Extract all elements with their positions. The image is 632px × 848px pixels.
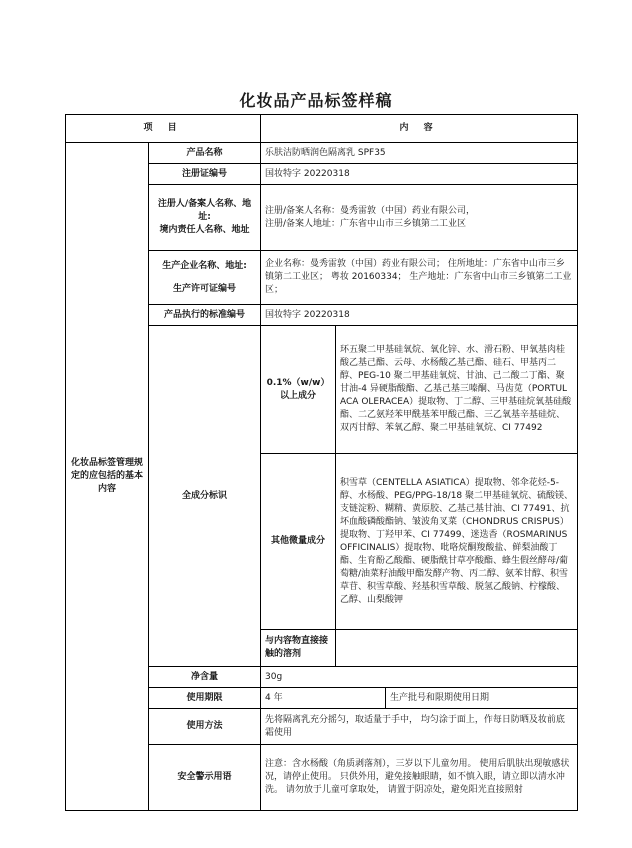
shelf-label: 使用期限: [149, 688, 261, 709]
contact-value: [336, 630, 578, 667]
standard-label: 产品执行的标准编号: [149, 305, 261, 326]
product-name-value: 乐肤洁防晒润色隔离乳 SPF35: [261, 143, 578, 164]
header-row: [66, 115, 578, 143]
header-item: 项 目: [66, 115, 261, 143]
header-content: 内 容: [261, 115, 578, 143]
group-label: 化妆品标签管理规定的应包括的基本内容: [66, 143, 149, 811]
contact-label: 与内容物直接接触的溶剂: [261, 630, 336, 667]
reg-no-label: 注册证编号: [149, 164, 261, 185]
producer-label-1: 生产企业名称、地址:: [162, 260, 247, 271]
usage-label: 使用方法: [149, 709, 261, 745]
warning-label: 安全警示用语: [149, 745, 261, 811]
producer-label: [149, 251, 261, 305]
label-table: [65, 114, 578, 811]
above-threshold-label: 0.1%（w/w）以上成分: [261, 326, 336, 454]
trace-label: 其他微量成分: [261, 454, 336, 630]
product-name-label: 产品名称: [149, 143, 261, 164]
usage-value: 先将隔离乳充分摇匀，取适量于手中， 均匀涂于面上，作每日防晒及妆前底霜使用: [261, 709, 578, 745]
warning-value: 注意：含水杨酸（角质剥落剂），三岁以下儿童勿用。 使用后肌肤出现敏感状况，请停止使用。 只供外用，避免接触眼睛，如不慎入眼，请立即以清水冲洗。 请勿放于儿童可拿取处， 请置于阴凉处，避免阳光直接照射: [261, 745, 578, 811]
row-product-name: [66, 143, 578, 164]
trace-value: 积雪草（CENTELLA ASIATICA）提取物、邻伞花烃-5-醇、水杨酸、PEG/PPG-18/18 聚二甲基硅氧烷、硫酸镁、支链淀粉、糊精、黄原胶、乙基己基甘油、CI 77491、抗坏血酸磷酸酯钠、皱波角叉菜（CHONDRUS CRISPUS）提取物、丁羟甲苯、CI 77499、迷迭香（ROSMARINUS OFFICINALIS）提取物、吡咯烷酮羧酸盐、鲜梨油酸丁酯、生育酚乙酸酯、硬脂酰甘草亭酸酯、蜂生假丝酵母/葡萄糖/油菜籽油酸甲酯发酵产物、丙二醇、氨苯甘醇、积雪草苷、积雪草酸、羟基积雪草酸、脱氢乙酸钠、柠檬酸、乙醇、山梨酸钾: [336, 454, 578, 630]
registrant-line-1: 注册/备案人名称：曼秀雷敦（中国）药业有限公司，: [265, 205, 476, 216]
producer-value: 企业名称：曼秀雷敦（中国）药业有限公司； 住所地址：广东省中山市三乡镇第二工业区； 粤妆 20160334； 生产地址：广东省中山市三乡镇第二工业区；: [261, 251, 578, 305]
above-threshold-value: 环五聚二甲基硅氧烷、氧化锌、水、滑石粉、甲氧基肉桂酸乙基己酯、云母、水杨酸乙基己酯、硅石、甲基丙二醇、PEG-10 聚二甲基硅氧烷、甘油、己二酸二丁酯、聚甘油-4 异硬脂酸酯、乙基己基三嗪酮、马齿苋（PORTULACA OLERACEA）提取物、丁二醇、三甲基硅烷氧基硅酸酯、二乙氨羟苯甲酰基苯甲酸己酯、三乙氧基辛基硅烷、双丙甘醇、苯氧乙醇、聚二甲基硅氧烷、CI 77492: [336, 326, 578, 454]
standard-value: 国妆特字 20220318: [261, 305, 578, 326]
registrant-label-1: 注册人/备案人名称、地址:: [157, 199, 252, 222]
ingredients-label: 全成分标识: [149, 326, 261, 667]
shelf-note: 生产批号和限期使用日期: [386, 688, 578, 709]
registrant-value: [261, 185, 578, 251]
registrant-label-2: 境内责任人名称、地址: [159, 225, 250, 235]
shelf-value: 4 年: [261, 688, 386, 709]
reg-no-value: 国妆特字 20220318: [261, 164, 578, 185]
net-value: 30g: [261, 667, 578, 688]
registrant-label: [149, 185, 261, 251]
page-title: 化妆品产品标签样稿: [239, 91, 393, 110]
net-label: 净含量: [149, 667, 261, 688]
registrant-line-2: 注册/备案人地址：广东省中山市三乡镇第二工业区: [265, 218, 467, 229]
producer-label-2: 生产许可证编号: [173, 283, 237, 294]
